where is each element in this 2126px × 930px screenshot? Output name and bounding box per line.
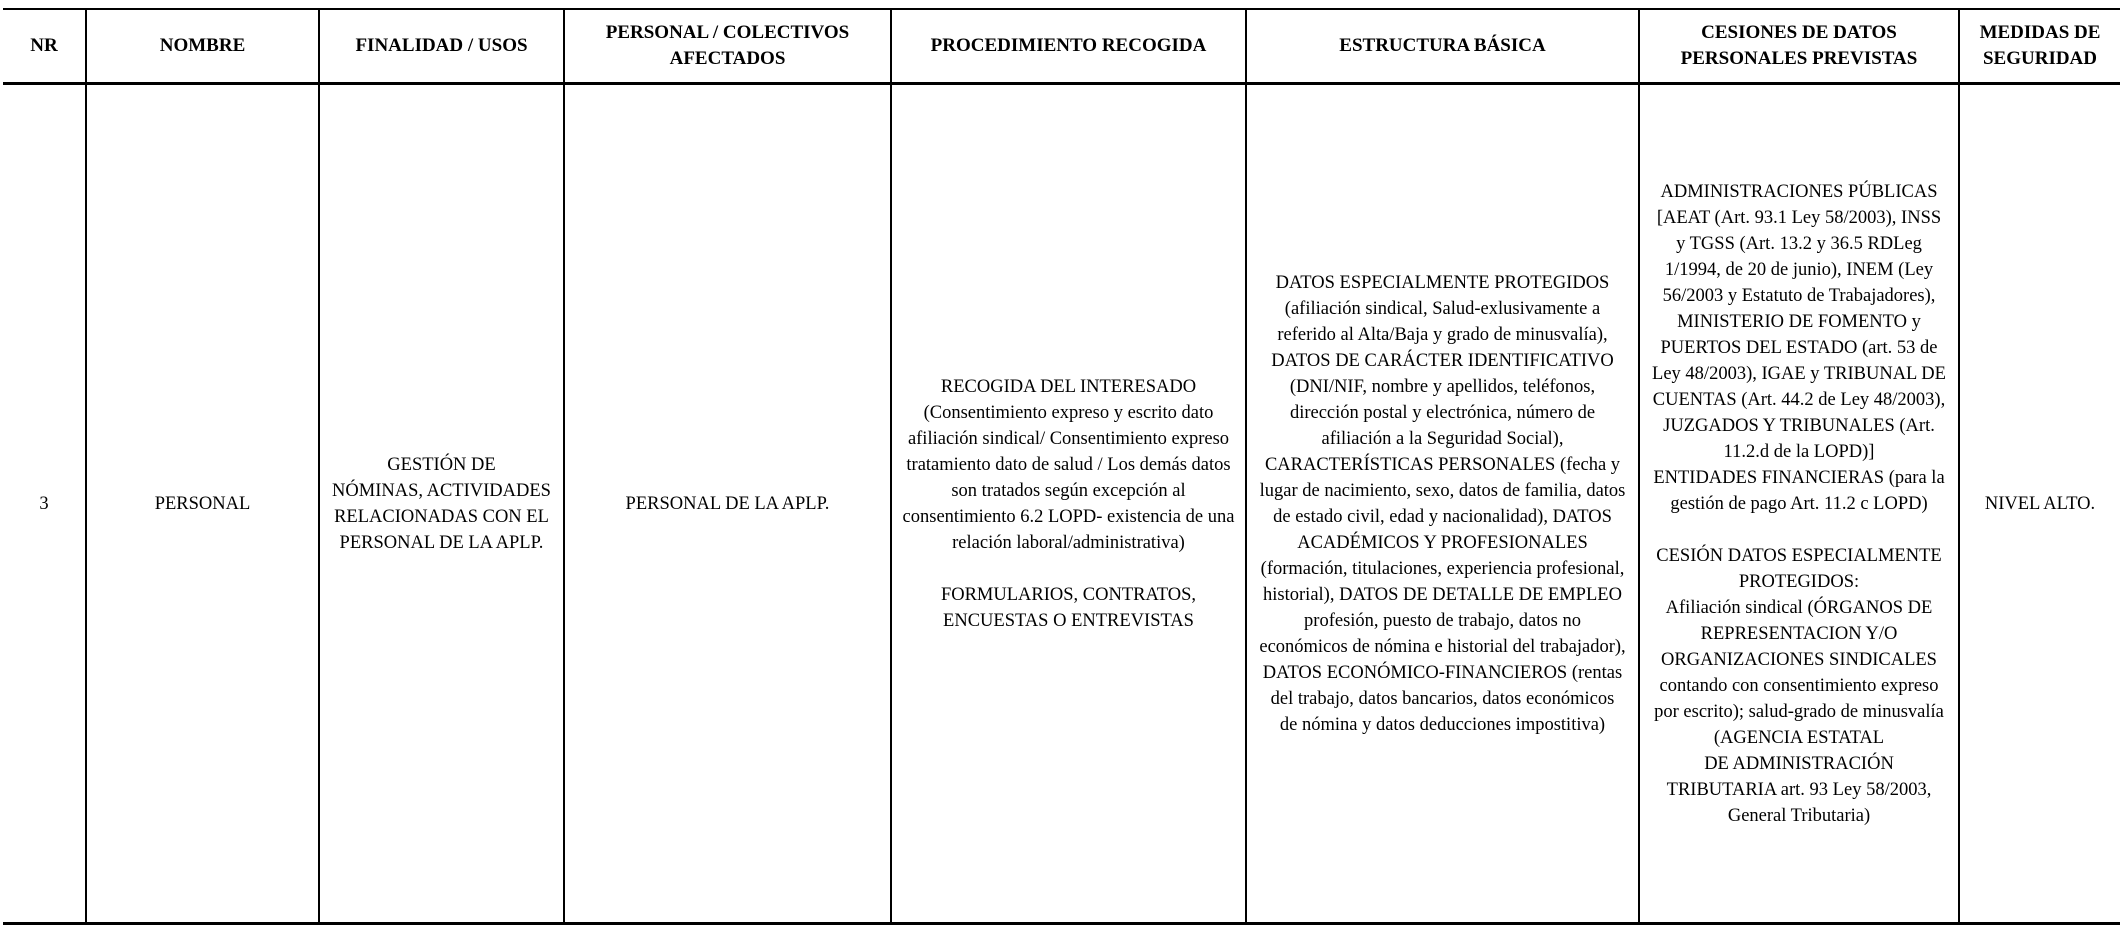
header-row [3,9,2120,84]
cell-nr: 3 [3,84,86,924]
header-personal: PERSONAL / COLECTIVOS AFECTADOS [564,9,891,84]
cesiones-text: ADMINISTRACIONES PÚBLICAS [AEAT (Art. 93.1 Ley 58/2003), INSS y TGSS (Art. 13.2 y 36.5 RDLeg 1/1994, de 20 de junio), INEM (Ley 56/2003 y Estatuto de Trabajadores), MINISTERIO DE FOMENTO y PUERTOS DEL ESTADO (art. 53 de Ley 48/2003), IGAE y TRIBUNAL DE CUENTAS (Art. 44.2 de Ley 48/2003), JUZGADOS Y TRIBUNALES (Art. 11.2.d de la LOPD)] ENTIDADES FINANCIERAS (para la gestión de pago Art. 11.2 c LOPD) [1652,181,1946,514]
header-finalidad: FINALIDAD / USOS [319,9,564,84]
header-procedimiento: PROCEDIMIENTO RECOGIDA [891,9,1246,84]
cell-medidas: NIVEL ALTO. [1959,84,2120,924]
header-nr: NR [3,9,86,84]
cell-cesiones [1639,84,1959,924]
paragraph-gap [1642,517,1956,543]
table-row [3,84,2120,924]
cell-estructura: DATOS ESPECIALMENTE PROTEGIDOS (afiliación sindical, Salud-exlusivamente a referido al Alta/Baja y grado de minusvalía), DATOS DE CARÁCTER IDENTIFICATIVO (DNI/NIF, nombre y apellidos, teléfonos, dirección postal y electrónica, número de afiliación a la Seguridad Social), CARACTERÍSTICAS PERSONALES (fecha y lugar de nacimiento, sexo, datos de familia, datos de estado civil, edad y nacionalidad), DATOS ACADÉMICOS Y PROFESIONALES (formación, titulaciones, experiencia profesional, historial), DATOS DE DETALLE DE EMPLEO profesión, puesto de trabajo, datos no económicos de nómina e historial del trabajador), DATOS ECONÓMICO-FINANCIEROS (rentas del trabajo, datos bancarios, datos económicos de nómina y datos deducciones impostitiva) [1246,84,1639,924]
header-nombre: NOMBRE [86,9,319,84]
paragraph-gap [894,556,1243,582]
header-medidas: MEDIDAS DE SEGURIDAD [1959,9,2120,84]
cesiones-protected: CESIÓN DATOS ESPECIALMENTE PROTEGIDOS: Afiliación sindical (ÓRGANOS DE REPRESENTACION Y/O ORGANIZACIONES SINDICALES contando con consentimiento expreso por escrito); salud-grado de minusvalía (AGENCIA ESTATAL DE ADMINISTRACIÓN TRIBUTARIA art. 93 Ley 58/2003, General Tributaria) [1654,545,1944,826]
cell-personal: PERSONAL DE LA APLP. [564,84,891,924]
procedimiento-methods: FORMULARIOS, CONTRATOS, ENCUESTAS O ENTREVISTAS [940,584,1197,631]
header-cesiones: CESIONES DE DATOS PERSONALES PREVISTAS [1639,9,1959,84]
cell-procedimiento [891,84,1246,924]
procedimiento-text: RECOGIDA DEL INTERESADO (Consentimiento expreso y escrito dato afiliación sindical/ Consentimiento expreso tratamiento dato de salud / Los demás datos son tratados según excepción al consentimiento 6.2 LOPD- existencia de una relación laboral/administrativa) [902,376,1235,553]
data-file-table [3,8,2120,925]
cell-finalidad: GESTIÓN DE NÓMINAS, ACTIVIDADES RELACIONADAS CON EL PERSONAL DE LA APLP. [319,84,564,924]
cell-nombre: PERSONAL [86,84,319,924]
header-estructura: ESTRUCTURA BÁSICA [1246,9,1639,84]
